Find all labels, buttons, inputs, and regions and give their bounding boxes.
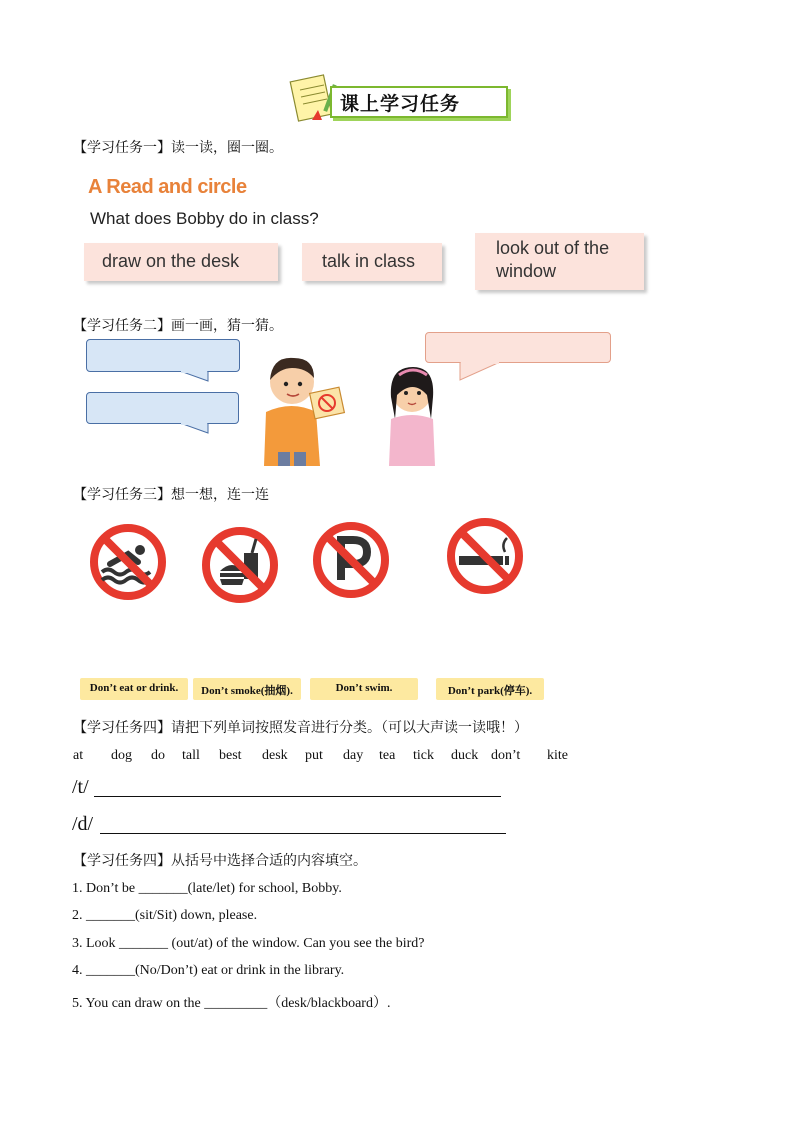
- no-parking-sign-icon[interactable]: [311, 520, 391, 600]
- question-text: What does Bobby do in class?: [90, 209, 319, 228]
- option-card-1[interactable]: draw on the desk: [84, 243, 278, 281]
- option-card-2[interactable]: talk in class: [302, 243, 442, 281]
- word-item: don’t: [491, 748, 521, 763]
- bubble-tail-3: [455, 362, 515, 382]
- exercise-item-4[interactable]: 4. _______(No/Don’t) eat or drink in the library.: [72, 963, 345, 978]
- task1-heading: 【学习任务一】读一读，圈一圈。: [73, 140, 283, 156]
- no-eating-drinking-sign-icon[interactable]: [200, 525, 280, 605]
- label-dont-park[interactable]: Don’t park(停车).: [436, 678, 544, 700]
- answer-line-t[interactable]: [94, 796, 501, 797]
- option-card-3[interactable]: look out of the window: [475, 233, 644, 290]
- word-item: day: [343, 748, 364, 763]
- bubble-tail-2: [180, 423, 210, 435]
- label-dont-swim[interactable]: Don’t swim.: [310, 678, 418, 700]
- no-smoking-sign-icon[interactable]: [445, 516, 525, 596]
- word-item: kite: [547, 748, 568, 763]
- phonics-label-t: /t/: [72, 776, 89, 798]
- word-list: [73, 748, 577, 764]
- exercise-item-5[interactable]: 5. You can draw on the _________（desk/blackboard）.: [72, 996, 391, 1011]
- speech-bubble-boy-1[interactable]: [86, 339, 240, 372]
- task3-heading: 【学习任务三】想一想，连一连: [73, 487, 269, 503]
- word-item: tick: [413, 748, 434, 763]
- task5-heading: 【学习任务四】从括号中选择合适的内容填空。: [73, 853, 367, 869]
- speech-bubble-boy-2[interactable]: [86, 392, 239, 424]
- task2-heading: 【学习任务二】画一画，猜一猜。: [73, 318, 283, 334]
- word-item: tall: [182, 748, 200, 763]
- speech-bubble-girl[interactable]: [425, 332, 611, 363]
- task4-heading: 【学习任务四】请把下列单词按照发音进行分类。（可以大声读一读哦！）: [73, 720, 528, 736]
- exercise-item-1[interactable]: 1. Don’t be _______(late/let) for school, Bobby.: [72, 881, 342, 896]
- section-title: A Read and circle: [88, 176, 247, 198]
- word-item: do: [151, 748, 165, 763]
- girl-illustration: [385, 361, 441, 466]
- word-item: at: [73, 748, 84, 763]
- label-dont-eat[interactable]: Don’t eat or drink.: [80, 678, 188, 700]
- exercise-item-2[interactable]: 2. _______(sit/Sit) down, please.: [72, 908, 258, 923]
- word-item: dog: [111, 748, 132, 763]
- exercise-item-3[interactable]: 3. Look _______ (out/at) of the window. Can you see the bird?: [72, 936, 425, 951]
- word-item: tea: [379, 748, 396, 763]
- word-item: best: [219, 748, 242, 763]
- word-item: desk: [262, 748, 288, 763]
- answer-line-d[interactable]: [100, 833, 506, 834]
- page-title: 课上学习任务: [340, 93, 461, 115]
- bubble-tail-1: [180, 371, 210, 383]
- phonics-label-d: /d/: [72, 813, 94, 835]
- no-swimming-sign-icon[interactable]: [88, 522, 168, 602]
- boy-illustration: [258, 352, 348, 466]
- word-item: duck: [451, 748, 479, 763]
- label-dont-smoke[interactable]: Don’t smoke(抽烟).: [193, 678, 301, 700]
- word-item: put: [305, 748, 323, 763]
